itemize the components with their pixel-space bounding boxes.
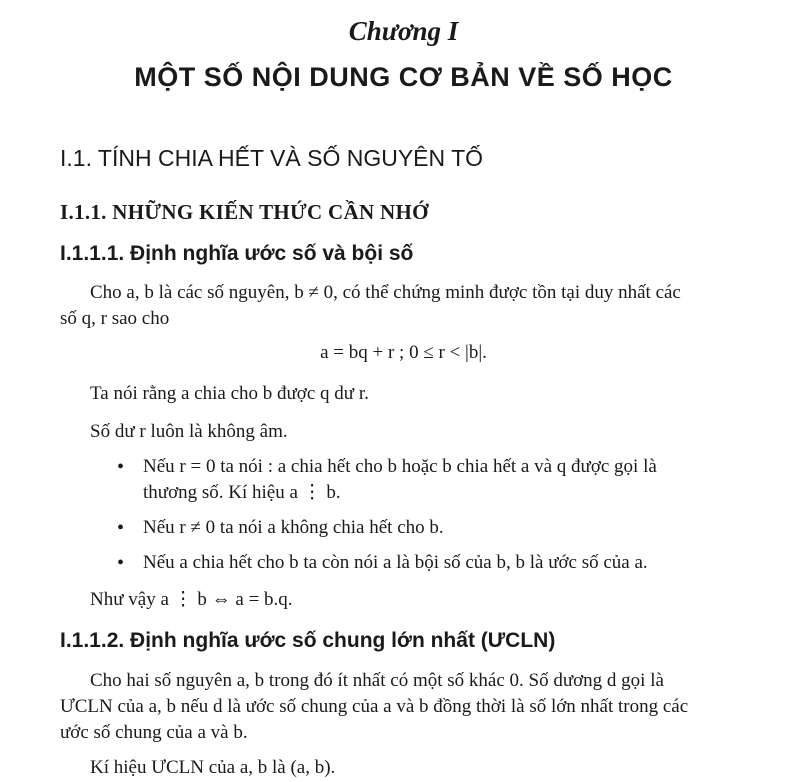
bullet-marker: • [117, 517, 125, 539]
bullet-marker: • [117, 456, 125, 478]
part2-para-line2: ƯCLN của a, b nếu d là ước số chung của a và b đồng thời là số lớn nhất trong các [60, 696, 689, 717]
bullet-1-line2: thương số. Kí hiệu a ⋮ b. [143, 482, 341, 503]
bullet-3-line1: Nếu a chia hết cho b ta còn nói a là bội số của b, b là ước số của a. [143, 552, 648, 573]
part2-notation: Kí hiệu ƯCLN của a, b là (a, b). [90, 757, 336, 778]
bullet-marker: • [117, 552, 125, 574]
part1-say-line: Ta nói rằng a chia cho b được q dư r. [90, 383, 369, 404]
subsection-heading: I.1.1. NHỮNG KIẾN THỨC CẦN NHỚ [60, 200, 429, 224]
part2-heading: I.1.1.2. Định nghĩa ước số chung lớn nhất (ƯCLN) [60, 629, 556, 652]
part2-para-line1: Cho hai số nguyên a, b trong đó ít nhất có một số khác 0. Số dương d gọi là [90, 670, 664, 691]
division-formula: a = bq + r ; 0 ≤ r < |b|. [320, 342, 487, 363]
part1-conclusion: Như vậy a ⋮ b ⇔ a = b.q. [90, 589, 293, 610]
part1-intro-line1: Cho a, b là các số nguyên, b ≠ 0, có thể chứng minh được tồn tại duy nhất các [90, 282, 681, 303]
bullet-2-line1: Nếu r ≠ 0 ta nói a không chia hết cho b. [143, 517, 444, 538]
chapter-label: Chương I [348, 16, 459, 46]
section-heading: I.1. TÍNH CHIA HẾT VÀ SỐ NGUYÊN TỐ [60, 145, 484, 171]
part1-remainder-line: Số dư r luôn là không âm. [90, 421, 288, 442]
part2-para-line3: ước số chung của a và b. [60, 722, 248, 743]
part1-heading: I.1.1.1. Định nghĩa ước số và bội số [60, 242, 414, 265]
chapter-title: MỘT SỐ NỘI DUNG CƠ BẢN VỀ SỐ HỌC [134, 62, 673, 92]
bullet-1-line1: Nếu r = 0 ta nói : a chia hết cho b hoặc b chia hết a và q được gọi là [143, 456, 657, 477]
part1-intro-line2: số q, r sao cho [60, 308, 170, 329]
